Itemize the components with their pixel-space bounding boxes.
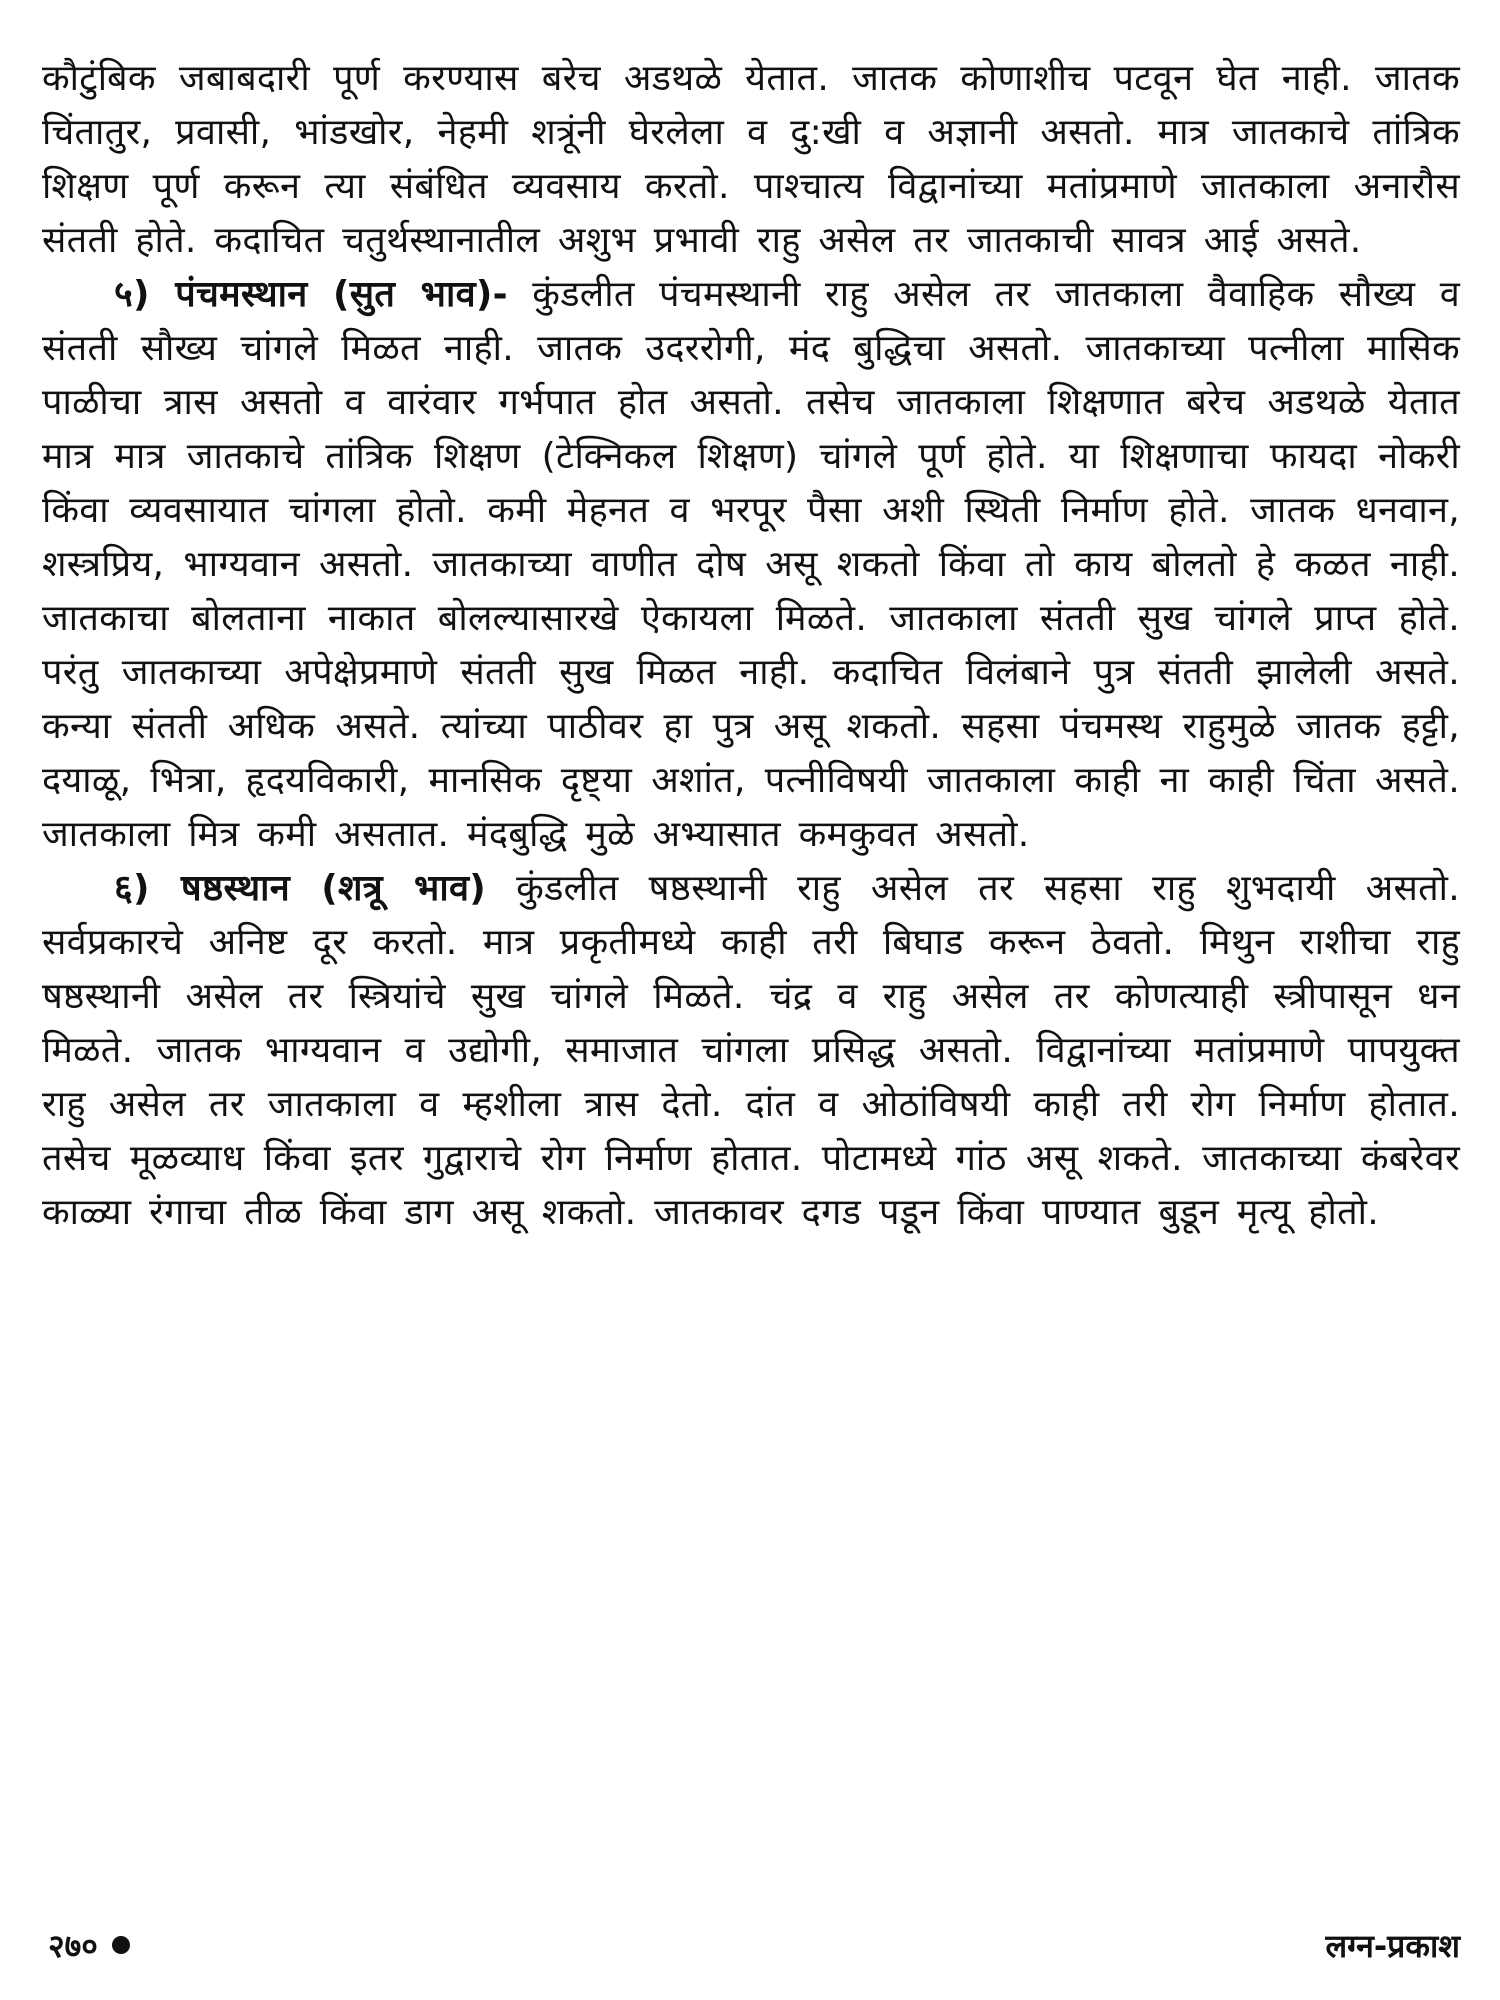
paragraph-continuation [42,52,1460,268]
paragraph-pancham-sthan [42,268,1460,862]
paragraph-text: कुंडलीत षष्ठस्थानी राहु असेल तर सहसा राहु शुभदायी असतो. सर्वप्रकारचे अनिष्ट दूर करतो. मात्र प्रकृतीमध्ये काही तरी बिघाड करून ठेवतो. मिथुन राशीचा राहु षष्ठस्थानी असेल तर स्त्रियांचे सुख चांगले मिळते. चंद्र व राहु असेल तर कोणत्याही स्त्रीपासून धन मिळते. जातक भाग्यवान व उद्योगी, समाजात चांगला प्रसिद्ध असतो. विद्वानांच्या मतांप्रमाणे पापयुक्त राहु असेल तर जातकाला व म्हशीला त्रास देतो. दांत व ओठांविषयी काही तरी रोग निर्माण होतात. तसेच मूळव्याध किंवा इतर गुद्वाराचे रोग निर्माण होतात. पोटामध्ये गांठ असू शकते. जातकाच्या कंबरेवर काळ्या रंगाचा तीळ किंवा डाग असू शकतो. जातकावर दगड पडून किंवा पाण्यात बुडून मृत्यू होतो. [42,868,1461,1233]
page-footer [48,1922,1460,1970]
bullet-dot-icon [112,1936,130,1954]
paragraph-text: कुंडलीत पंचमस्थानी राहु असेल तर जातकाला वैवाहिक सौख्य व संतती सौख्य चांगले मिळत नाही. जातक उदररोगी, मंद बुद्धिचा असतो. जातकाच्या पत्नीला मासिक पाळीचा त्रास असतो व वारंवार गर्भपात होत असतो. तसेच जातकाला शिक्षणात बरेच अडथळे येतात मात्र मात्र जातकाचे तांत्रिक शिक्षण (टेक्निकल शिक्षण) चांगले पूर्ण होते. या शिक्षणाचा फायदा नोकरी किंवा व्यवसायात चांगला होतो. कमी मेहनत व भरपूर पैसा अशी स्थिती निर्माण होते. जातक धनवान, शस्त्रप्रिय, भाग्यवान असतो. जातकाच्या वाणीत दोष असू शकतो किंवा तो काय बोलतो हे कळत नाही. जातकाचा बोलताना नाकात बोलल्यासारखे ऐकायला मिळते. जातकाला संतती सुख चांगले प्राप्त होते. परंतु जातकाच्या अपेक्षेप्रमाणे संतती सुख मिळत नाही. कदाचित विलंबाने पुत्र संतती झालेली असते. कन्या संतती अधिक असते. त्यांच्या पाठीवर हा पुत्र असू शकतो. सहसा पंचमस्थ राहुमुळे जातक हट्टी, दयाळू, भित्रा, हृदयविकारी, मानसिक दृष्ट्या अशांत, पत्नीविषयी जातकाला काही ना काही चिंता असते. जातकाला मित्र कमी असतात. मंदबुद्धि मुळे अभ्यासात कमकुवत असतो. [42,274,1461,855]
paragraph-shashth-sthan [42,862,1460,1240]
section-heading-pancham: ५) पंचमस्थान (सुत भाव)- [114,274,508,315]
book-title: लग्न-प्रकाश [1325,1927,1460,1965]
paragraph-text: कौटुंबिक जबाबदारी पूर्ण करण्यास बरेच अडथळे येतात. जातक कोणाशीच पटवून घेत नाही. जातक चिंतातुर, प्रवासी, भांडखोर, नेहमी शत्रूंनी घेरलेला व दु:खी व अज्ञानी असतो. मात्र जातकाचे तांत्रिक शिक्षण पूर्ण करून त्या संबंधित व्यवसाय करतो. पाश्चात्य विद्वानांच्या मतांप्रमाणे जातकाला अनारौस संतती होते. कदाचित चतुर्थस्थानातील अशुभ प्रभावी राहु असेल तर जातकाची सावत्र आई असते. [42,58,1460,261]
page-number [48,1922,130,1970]
section-heading-shashth: ६) षष्ठस्थान (शत्रू भाव) [114,868,487,909]
page-number-text: २७० [48,1927,98,1965]
